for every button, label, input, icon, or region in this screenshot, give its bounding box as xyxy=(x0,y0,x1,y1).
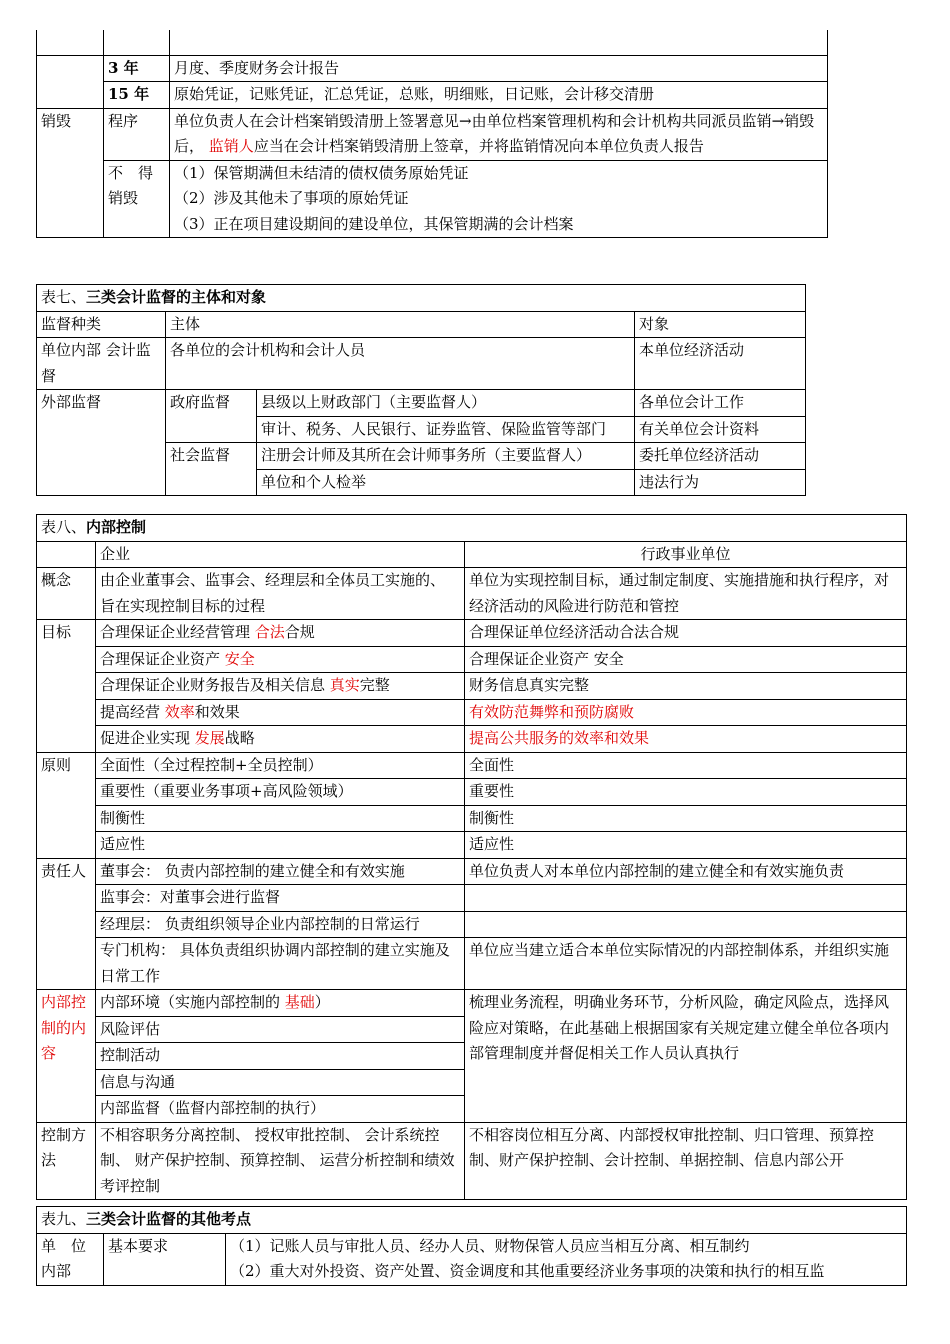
object-cell: 违法行为 xyxy=(635,469,806,496)
enterprise-cell: 专门机构： 具体负责组织协调内部控制的建立实施及日常工作 xyxy=(96,938,465,990)
enterprise-cell: 董事会： 负责内部控制的建立健全和有效实施 xyxy=(96,858,465,885)
government-cell: 梳理业务流程，明确业务环节，分析风险，确定风险点，选择风险应对策略，在此基础上根据国家有关规定建立健全单位各项内部管理制度并督促相关工作人员认真执行 xyxy=(465,990,907,1123)
enterprise-cell: 内部监督（监督内部控制的执行） xyxy=(96,1096,465,1123)
internal-control-table xyxy=(36,514,907,1200)
no-destroy-label: 不 得 销毁 xyxy=(104,160,170,238)
government-cell: 不相容岗位相互分离、内部授权审批控制、归口管理、预算控制、财产保护控制、会计控制、单据控制、信息内部公开 xyxy=(465,1122,907,1200)
list-item: （1）保管期满但未结清的债权债务原始凭证 xyxy=(174,163,469,182)
enterprise-cell: 信息与沟通 xyxy=(96,1069,465,1096)
government-cell: 财务信息真实完整 xyxy=(465,673,907,700)
government-cell: 有效防范舞弊和预防腐败 xyxy=(465,699,907,726)
government-cell: 单位负责人对本单位内部控制的建立健全和有效实施负责 xyxy=(465,858,907,885)
enterprise-cell: 合理保证企业经营管理 合法合规 xyxy=(96,620,465,647)
enterprise-cell: 风险评估 xyxy=(96,1016,465,1043)
subject-cell: 各单位的会计机构和会计人员 xyxy=(166,338,635,390)
subject-cell: 注册会计师及其所在会计师事务所（主要监督人） xyxy=(257,443,635,470)
enterprise-cell: 合理保证企业财务报告及相关信息 真实完整 xyxy=(96,673,465,700)
row-label: 概念 xyxy=(37,568,96,620)
row-label: 目标 xyxy=(37,620,96,753)
table-title: 表九、三类会计监督的其他考点 xyxy=(37,1207,907,1234)
supervision-subject-table xyxy=(36,284,806,496)
enterprise-cell: 经理层： 负责组织领导企业内部控制的日常运行 xyxy=(96,911,465,938)
row-label: 控制方法 xyxy=(37,1122,96,1200)
subject-cell: 县级以上财政部门（主要监督人） xyxy=(257,390,635,417)
government-cell: 单位应当建立适合本单位实际情况的内部控制体系，并组织实施 xyxy=(465,938,907,990)
table-title: 表七、三类会计监督的主体和对象 xyxy=(37,285,806,312)
row-label: 单 位 内部 xyxy=(37,1233,104,1285)
column-header: 行政事业单位 xyxy=(465,541,907,568)
no-destroy-list xyxy=(170,160,828,238)
enterprise-cell: 合理保证企业资产 安全 xyxy=(96,646,465,673)
list-item: （1）记账人员与审批人员、经办人员、财物保管人员应当相互分离、相互制约 xyxy=(230,1236,750,1255)
object-cell: 各单位会计工作 xyxy=(635,390,806,417)
sub-label: 政府监督 xyxy=(166,390,257,443)
retention-content: 原始凭证，记账凭证，汇总凭证，总账，明细账，日记账，会计移交清册 xyxy=(170,82,828,109)
supervision-other-table xyxy=(36,1206,907,1286)
requirement-list xyxy=(226,1233,907,1285)
enterprise-cell: 重要性（重要业务事项+高风险领域） xyxy=(96,779,465,806)
row-label: 原则 xyxy=(37,752,96,858)
government-cell: 重要性 xyxy=(465,779,907,806)
column-header: 对象 xyxy=(635,311,806,338)
enterprise-cell: 制衡性 xyxy=(96,805,465,832)
row-label: 外部监督 xyxy=(37,390,166,496)
government-cell: 全面性 xyxy=(465,752,907,779)
highlight-text: 监销人 xyxy=(208,137,254,155)
government-cell: 合理保证企业资产 安全 xyxy=(465,646,907,673)
list-item: （2）重大对外投资、资产处置、资金调度和其他重要经济业务事项的决策和执行的相互监 xyxy=(230,1262,825,1280)
government-cell: 制衡性 xyxy=(465,805,907,832)
subject-cell: 单位和个人检举 xyxy=(257,469,635,496)
list-item: （2）涉及其他未了事项的原始凭证 xyxy=(174,189,409,207)
enterprise-cell: 内部环境（实施内部控制的 基础） xyxy=(96,990,465,1017)
row-label: 内部控制的内容 xyxy=(37,990,96,1123)
enterprise-cell: 适应性 xyxy=(96,832,465,859)
retention-content: 月度、季度财务会计报告 xyxy=(170,55,828,82)
subject-cell: 审计、税务、人民银行、证券监管、保险监管等部门 xyxy=(257,416,635,443)
retention-period: 15 年 xyxy=(104,82,170,109)
table-title: 表八、内部控制 xyxy=(37,515,907,542)
row-label: 单位内部 会计监督 xyxy=(37,338,166,390)
enterprise-cell: 不相容职务分离控制、 授权审批控制、 会计系统控制、 财产保护控制、预算控制、 运营分析控制和绩效考评控制 xyxy=(96,1122,465,1200)
government-cell: 单位为实现控制目标，通过制定制度、实施措施和执行程序，对经济活动的风险进行防范和管控 xyxy=(465,568,907,620)
government-cell: 合理保证单位经济活动合法合规 xyxy=(465,620,907,647)
destroy-procedure: 单位负责人在会计档案销毁清册上签署意见→由单位档案管理机构和会计机构共同派员监销→销毁后， 监销人应当在会计档案销毁清册上签章，并将监销情况向本单位负责人报告 xyxy=(170,108,828,160)
object-cell: 有关单位会计资料 xyxy=(635,416,806,443)
enterprise-cell: 监事会：对董事会进行监督 xyxy=(96,885,465,912)
enterprise-cell: 促进企业实现 发展战略 xyxy=(96,726,465,753)
enterprise-cell: 由企业董事会、监事会、经理层和全体员工实施的、 旨在实现控制目标的过程 xyxy=(96,568,465,620)
list-item: （3）正在项目建设期间的建设单位，其保管期满的会计档案 xyxy=(174,214,574,233)
enterprise-cell: 控制活动 xyxy=(96,1043,465,1070)
government-cell: 适应性 xyxy=(465,832,907,859)
destroy-label: 销毁 xyxy=(37,108,104,238)
destroy-procedure-label: 程序 xyxy=(104,108,170,160)
object-cell: 委托单位经济活动 xyxy=(635,443,806,470)
enterprise-cell: 全面性（全过程控制+全员控制） xyxy=(96,752,465,779)
sub-label: 基本要求 xyxy=(104,1233,226,1285)
retention-period: 3 年 xyxy=(104,55,170,82)
archive-retention-table xyxy=(36,30,828,238)
government-cell: 提高公共服务的效率和效果 xyxy=(465,726,907,753)
enterprise-cell: 提高经营 效率和效果 xyxy=(96,699,465,726)
row-label: 责任人 xyxy=(37,858,96,990)
column-header: 企业 xyxy=(96,541,465,568)
column-header: 主体 xyxy=(166,311,635,338)
column-header: 监督种类 xyxy=(37,311,166,338)
sub-label: 社会监督 xyxy=(166,443,257,496)
object-cell: 本单位经济活动 xyxy=(635,338,806,390)
